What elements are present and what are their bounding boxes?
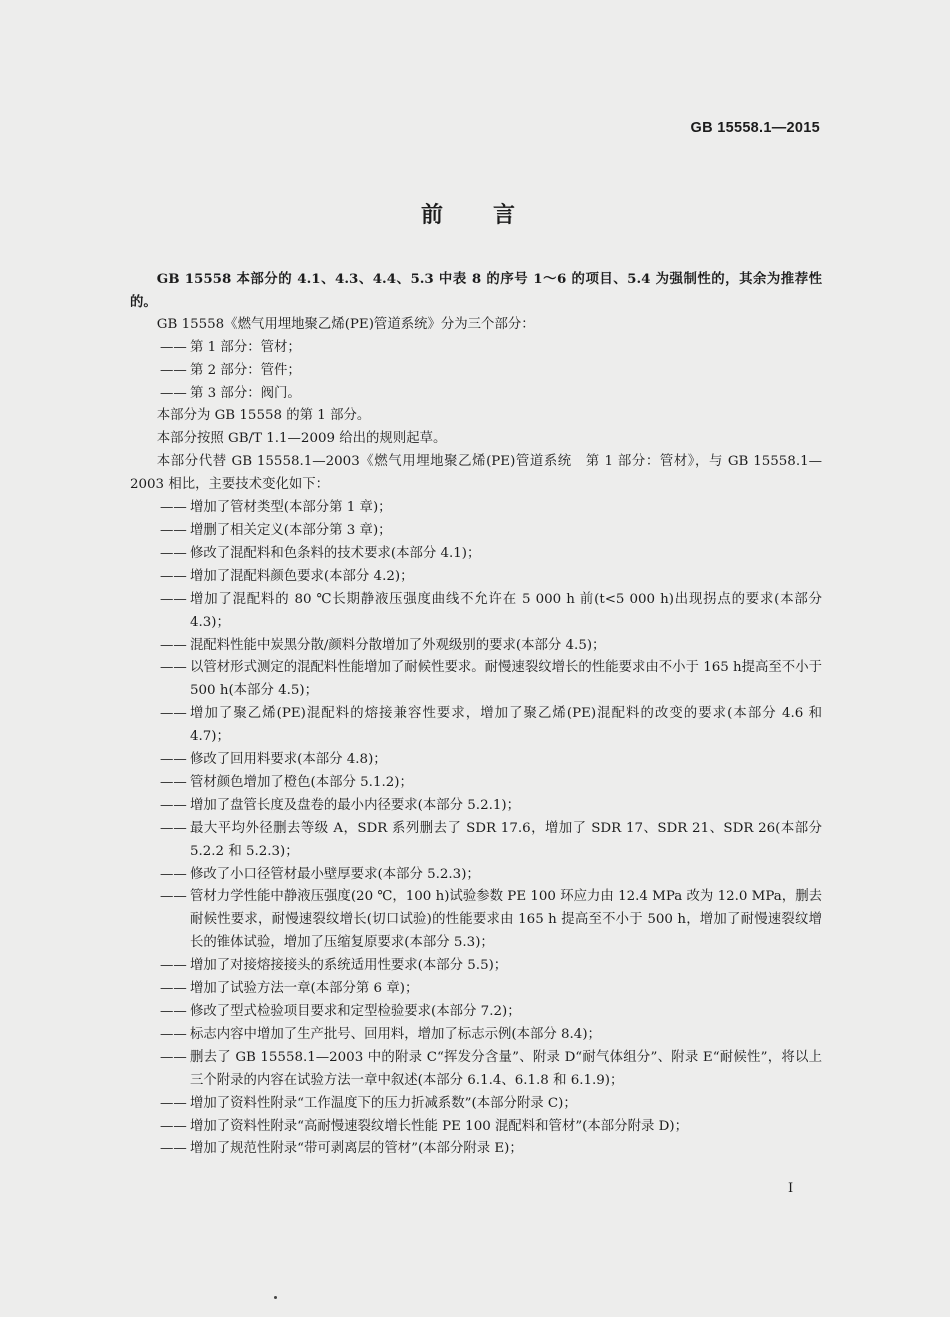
change-text: 增加了资料性附录“工作温度下的压力折减系数”(本部分附录 C)；	[190, 1095, 577, 1111]
scan-speck	[274, 1296, 277, 1299]
dash-mark: ——	[160, 706, 187, 722]
change-text: 管材力学性能中静液压强度(20 ℃，100 h)试验参数 PE 100 环应力由 12.4 MPa 改为 12.0 MPa，删去耐候性要求，耐慢速裂纹增长(切口试验)的性能要求由 165 h 提高至不小于 500 h，增加了耐慢速裂纹增长的锥体试验，增加了压缩复原要求(本部分 5.3)；	[190, 889, 822, 951]
dash-mark: ——	[160, 500, 187, 516]
change-list-item	[130, 955, 822, 978]
change-text: 修改了小口径管材最小壁厚要求(本部分 5.2.3)；	[190, 866, 480, 882]
change-list-item	[130, 749, 822, 772]
change-text: 增加了混配料的 80 ℃长期静液压强度曲线不允许在 5 000 h 前(t<5 000 h)出现拐点的要求(本部分 4.3)；	[190, 591, 822, 630]
part-text: 第 1 部分：管材；	[190, 339, 301, 355]
dash-mark: ——	[160, 1049, 187, 1065]
part-list-item	[130, 337, 822, 360]
change-text: 增加了管材类型(本部分第 1 章)；	[190, 500, 392, 516]
page-title: 前 言	[420, 203, 529, 228]
standard-code: GB 15558.1—2015	[690, 120, 820, 136]
change-list-item	[130, 543, 822, 566]
change-list-item	[130, 1138, 822, 1161]
change-text: 混配料性能中炭黑分散/颜料分散增加了外观级别的要求(本部分 4.5)；	[190, 637, 606, 653]
drafting-rules-paragraph: 本部分按照 GB/T 1.1—2009 给出的规则起草。	[156, 431, 447, 447]
change-list-item	[130, 978, 822, 1001]
change-list-item	[130, 1093, 822, 1116]
change-list-item	[130, 589, 822, 635]
change-list-item	[130, 635, 822, 658]
change-text: 标志内容中增加了生产批号、回用料，增加了标志示例(本部分 8.4)；	[190, 1026, 601, 1042]
dash-mark: ——	[160, 1095, 187, 1111]
change-list-item	[130, 657, 822, 703]
part-text: 第 2 部分：管件；	[190, 362, 301, 378]
part-text: 第 3 部分：阀门。	[190, 385, 301, 401]
dash-mark: ——	[160, 591, 187, 607]
parts-intro-paragraph: GB 15558《燃气用埋地聚乙烯(PE)管道系统》分为三个部分：	[156, 316, 535, 332]
dash-mark: ——	[160, 958, 187, 974]
dash-mark: ——	[160, 820, 187, 836]
dash-mark: ——	[160, 362, 187, 378]
change-text: 增加了资料性附录“高耐慢速裂纹增长性能 PE 100 混配料和管材”(本部分附录 D)；	[190, 1118, 688, 1134]
change-list-item	[130, 1047, 822, 1093]
change-text: 修改了型式检验项目要求和定型检验要求(本部分 7.2)；	[190, 1004, 521, 1019]
dash-mark: ——	[160, 660, 187, 676]
dash-mark: ——	[160, 385, 187, 401]
change-text: 增加了盘管长度及盘卷的最小内径要求(本部分 5.2.1)；	[190, 797, 520, 813]
replacement-paragraph: 本部分代替 GB 15558.1—2003《燃气用埋地聚乙烯(PE)管道系统 第 1 部分：管材》，与 GB 15558.1—2003 相比，主要技术变化如下：	[130, 454, 822, 493]
change-list-item	[130, 886, 822, 955]
change-text: 增加了混配料颜色要求(本部分 4.2)；	[190, 568, 414, 584]
dash-mark: ——	[160, 889, 187, 905]
dash-mark: ——	[160, 797, 187, 813]
change-list-item	[130, 520, 822, 543]
page-number: I	[788, 1181, 794, 1196]
change-text: 修改了混配料和色条料的技术要求(本部分 4.1)；	[190, 545, 481, 561]
change-list-item	[130, 703, 822, 749]
dash-mark: ——	[160, 981, 187, 997]
change-text: 增加了聚乙烯(PE)混配料的熔接兼容性要求，增加了聚乙烯(PE)混配料的改变的要求(本部分 4.6 和 4.7)；	[190, 706, 822, 745]
foreword-body	[130, 268, 822, 1161]
change-list-item	[130, 1116, 822, 1139]
dash-mark: ——	[160, 568, 187, 584]
change-text: 最大平均外径删去等级 A，SDR 系列删去了 SDR 17.6，增加了 SDR 17、SDR 21、SDR 26(本部分 5.2.2 和 5.2.3)；	[190, 820, 822, 859]
change-text: 删去了 GB 15558.1—2003 中的附录 C“挥发分含量”、附录 D“耐气体组分”、附录 E“耐候性”，将以上三个附录的内容在试验方法一章中叙述(本部分 6.1.4、6.1.8 和 6.1.9)；	[190, 1049, 822, 1088]
dash-mark: ——	[160, 774, 187, 790]
change-list-item	[130, 864, 822, 887]
change-list-item	[130, 818, 822, 864]
change-list-item	[130, 1001, 822, 1024]
dash-mark: ——	[160, 752, 187, 768]
change-text: 修改了回用料要求(本部分 4.8)；	[190, 752, 387, 768]
dash-mark: ——	[160, 1118, 187, 1134]
part-statement-paragraph: 本部分为 GB 15558 的第 1 部分。	[156, 408, 371, 424]
change-text: 增加了规范性附录“带可剥离层的管材”(本部分附录 E)；	[190, 1141, 523, 1157]
part-list-item	[130, 383, 822, 406]
dash-mark: ——	[160, 545, 187, 561]
change-list-item	[130, 1024, 822, 1047]
dash-mark: ——	[160, 1026, 187, 1042]
change-list-item	[130, 795, 822, 818]
change-text: 以管材形式测定的混配料性能增加了耐候性要求。耐慢速裂纹增长的性能要求由不小于 165 h提高至不小于 500 h(本部分 4.5)；	[190, 660, 822, 699]
change-text: 管材颜色增加了橙色(本部分 5.1.2)；	[190, 774, 413, 790]
dash-mark: ——	[160, 637, 187, 653]
change-list-item	[130, 497, 822, 520]
change-text: 增删了相关定义(本部分第 3 章)；	[190, 522, 392, 538]
part-list-item	[130, 360, 822, 383]
change-list-item	[130, 772, 822, 795]
change-list-item	[130, 566, 822, 589]
dash-mark: ——	[160, 1141, 187, 1157]
change-text: 增加了对接熔接接头的系统适用性要求(本部分 5.5)；	[190, 958, 508, 974]
dash-mark: ——	[160, 522, 187, 538]
dash-mark: ——	[160, 339, 187, 355]
dash-mark: ——	[160, 1004, 187, 1019]
mandatory-clause-paragraph: GB 15558 本部分的 4.1、4.3、4.4、5.3 中表 8 的序号 1～6 的项目、5.4 为强制性的，其余为推荐性的。	[130, 271, 822, 310]
dash-mark: ——	[160, 866, 187, 882]
change-text: 增加了试验方法一章(本部分第 6 章)；	[190, 981, 419, 997]
